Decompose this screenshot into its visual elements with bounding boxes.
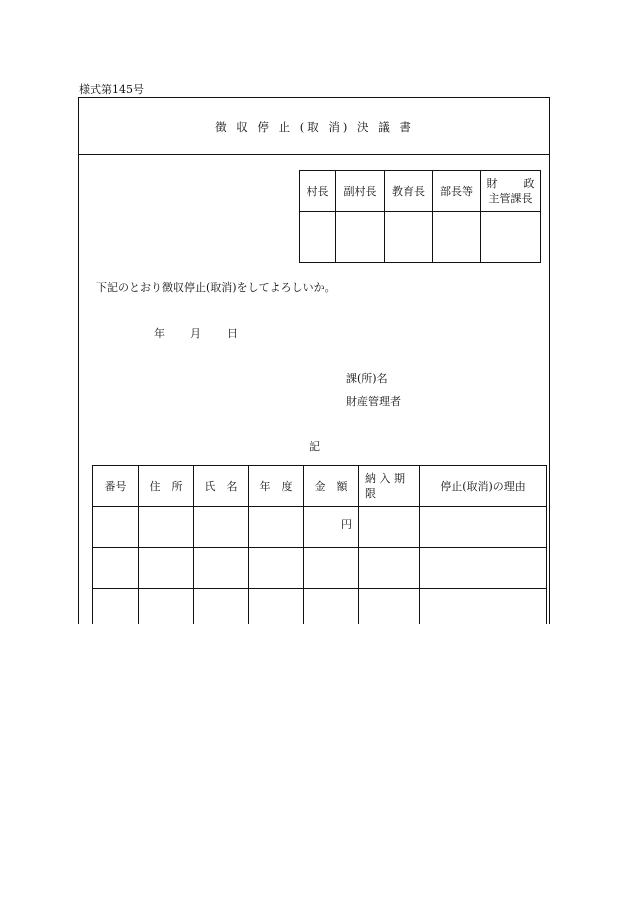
cell-amount[interactable] — [304, 507, 359, 548]
ki-heading: 記 — [309, 440, 320, 453]
department-name-label: 課(所)名 — [346, 372, 388, 385]
cell-name[interactable] — [194, 507, 249, 548]
finance-label: 財 — [486, 177, 498, 190]
stamp-box-village-head[interactable] — [300, 212, 336, 263]
cell-amount[interactable] — [304, 548, 359, 589]
approval-header-department-head: 部長等 — [433, 171, 481, 212]
col-amount: 金 額 — [304, 466, 359, 507]
cell-address[interactable] — [139, 507, 194, 548]
col-name: 氏 名 — [194, 466, 249, 507]
approval-header-education-head: 教育長 — [385, 171, 433, 212]
col-address: 住 所 — [139, 466, 194, 507]
stamp-box-finance-manager[interactable] — [481, 212, 541, 263]
cell-reason[interactable] — [420, 548, 547, 589]
date-year-label: 年 — [154, 327, 165, 340]
finance-manager-label: 主管課長 — [488, 192, 533, 205]
cell-fiscal-year[interactable] — [249, 548, 304, 589]
yen-unit: 円 — [341, 518, 352, 531]
table-row — [93, 507, 547, 548]
approval-stamp-table — [299, 170, 541, 263]
form-number: 様式第145号 — [79, 83, 144, 96]
col-number: 番号 — [93, 466, 139, 507]
date-day-label: 日 — [227, 327, 238, 340]
cell-fiscal-year[interactable] — [249, 507, 304, 548]
stamp-box-department-head[interactable] — [433, 212, 481, 263]
date-month-label: 月 — [190, 327, 201, 340]
property-manager-label: 財産管理者 — [346, 395, 401, 408]
cell-number[interactable] — [93, 507, 139, 548]
payment-deadline-line2: 限 — [365, 487, 376, 500]
finance-label-2: 政 — [523, 177, 535, 190]
approval-header-deputy-head: 副村長 — [336, 171, 385, 212]
cell-reason[interactable] — [420, 507, 547, 548]
cell-payment-deadline[interactable] — [359, 548, 420, 589]
approval-statement: 下記のとおり徴収停止(取消)をしてよろしいか。 — [96, 281, 336, 294]
payment-deadline-line1: 納 入 期 — [365, 472, 405, 485]
col-reason: 停止(取消)の理由 — [420, 466, 547, 507]
stamp-box-education-head[interactable] — [385, 212, 433, 263]
approval-header-finance-manager — [481, 171, 541, 212]
stamp-box-deputy-head[interactable] — [336, 212, 385, 263]
page-cut-edge — [76, 624, 554, 634]
cell-name[interactable] — [194, 548, 249, 589]
table-row — [93, 548, 547, 589]
approval-header-village-head: 村長 — [300, 171, 336, 212]
col-payment-deadline — [359, 466, 420, 507]
title-divider — [79, 154, 550, 155]
col-fiscal-year: 年 度 — [249, 466, 304, 507]
document-title: 徴 収 停 止 (取 消) 決 議 書 — [215, 120, 414, 134]
cell-number[interactable] — [93, 548, 139, 589]
collection-items-table — [92, 465, 547, 630]
cell-payment-deadline[interactable] — [359, 507, 420, 548]
cell-address[interactable] — [139, 548, 194, 589]
